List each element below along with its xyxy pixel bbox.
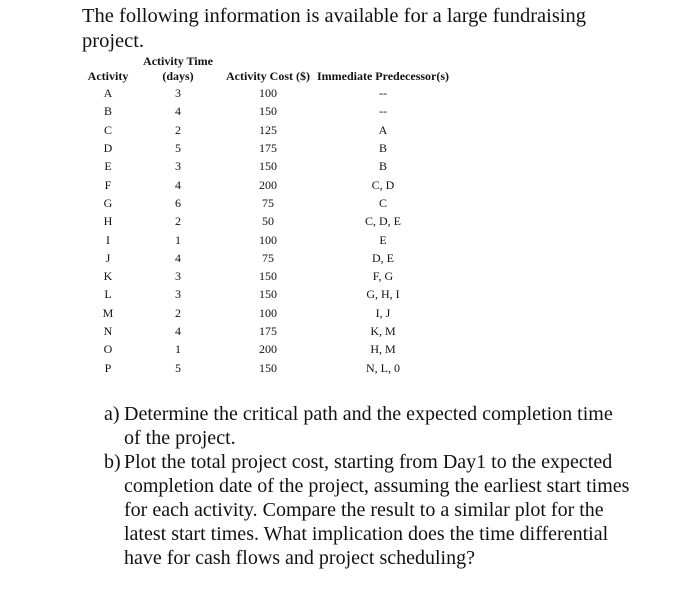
cell-activity-cost: 200 bbox=[259, 177, 277, 192]
question-marker: b) bbox=[104, 451, 121, 473]
activity-table bbox=[80, 50, 450, 377]
cell-activity: E bbox=[104, 159, 112, 174]
cell-activity-cost: 50 bbox=[262, 214, 274, 229]
cell-activity-time: 3 bbox=[175, 269, 181, 284]
question-text: Determine the critical path and the expected completion time of the project. bbox=[124, 403, 613, 449]
table-row bbox=[80, 84, 450, 102]
table-row bbox=[80, 175, 450, 193]
cell-activity-cost: 150 bbox=[259, 104, 277, 119]
cell-immediate-predecessors: K, M bbox=[370, 324, 396, 338]
table-row bbox=[80, 249, 450, 267]
cell-activity: O bbox=[103, 342, 113, 357]
cell-activity-time: 4 bbox=[175, 324, 181, 338]
cell-immediate-predecessors: F, G bbox=[372, 269, 394, 284]
cell-immediate-predecessors: H, M bbox=[370, 342, 396, 357]
cell-activity-time: 2 bbox=[175, 214, 181, 229]
cell-activity-cost: 175 bbox=[259, 141, 277, 156]
cell-activity-time: 4 bbox=[175, 104, 181, 119]
cell-activity: F bbox=[104, 177, 112, 192]
cell-activity: P bbox=[104, 360, 112, 375]
table-header-row bbox=[80, 50, 450, 84]
question-item bbox=[104, 450, 634, 570]
question-item bbox=[104, 402, 634, 450]
table-row bbox=[80, 230, 450, 248]
table-row bbox=[80, 157, 450, 175]
cell-immediate-predecessors: N, L, 0 bbox=[366, 360, 400, 375]
table-row bbox=[80, 322, 450, 340]
cell-immediate-predecessors: C, D, E bbox=[365, 214, 401, 229]
cell-activity: D bbox=[103, 141, 113, 156]
cell-activity: B bbox=[103, 104, 112, 119]
cell-activity: C bbox=[103, 122, 112, 137]
header-activity-time: Activity Time (days) bbox=[143, 54, 213, 83]
cell-activity-cost: 150 bbox=[259, 360, 277, 375]
cell-activity-time: 5 bbox=[175, 141, 181, 156]
cell-activity-cost: 125 bbox=[259, 122, 277, 137]
cell-activity-time: 3 bbox=[175, 287, 181, 302]
header-immediate-predecessors: Immediate Predecessor(s) bbox=[316, 69, 450, 83]
table-row bbox=[80, 121, 450, 139]
cell-immediate-predecessors: A bbox=[378, 122, 388, 137]
cell-activity: J bbox=[105, 250, 111, 265]
cell-activity-time: 2 bbox=[175, 122, 181, 137]
header-activity: Activity bbox=[87, 69, 129, 83]
cell-activity-cost: 200 bbox=[259, 342, 277, 357]
table-row bbox=[80, 267, 450, 285]
table-row bbox=[80, 304, 450, 322]
cell-immediate-predecessors: E bbox=[379, 232, 387, 247]
question-text: Plot the total project cost, starting from Day1 to the expected completion date of the project, assuming the earliest start times for each activity. Compare the result to a similar plot for the latest start times. What implication does the time differential have for cash flows and project scheduling? bbox=[124, 451, 630, 569]
cell-immediate-predecessors: -- bbox=[379, 86, 387, 101]
cell-activity: G bbox=[103, 195, 113, 210]
cell-activity-cost: 150 bbox=[259, 287, 277, 302]
cell-activity-cost: 100 bbox=[259, 305, 277, 320]
cell-activity-cost: 100 bbox=[259, 86, 277, 101]
table-row bbox=[80, 340, 450, 358]
cell-activity-time: 4 bbox=[175, 250, 181, 265]
cell-activity-cost: 75 bbox=[262, 250, 274, 265]
cell-immediate-predecessors: I, J bbox=[375, 305, 391, 320]
cell-activity-time: 4 bbox=[175, 177, 181, 192]
cell-activity-time: 1 bbox=[175, 342, 181, 357]
table-row bbox=[80, 358, 450, 376]
cell-immediate-predecessors: -- bbox=[379, 104, 387, 119]
table-row bbox=[80, 285, 450, 303]
cell-activity-time: 2 bbox=[175, 305, 181, 320]
cell-immediate-predecessors: D, E bbox=[372, 250, 394, 265]
cell-immediate-predecessors: B bbox=[378, 159, 387, 174]
cell-activity: M bbox=[102, 305, 114, 320]
intro-paragraph: The following information is available for a large fundraising project. bbox=[82, 5, 587, 52]
table-row bbox=[80, 212, 450, 230]
cell-activity: I bbox=[106, 232, 110, 247]
cell-activity-time: 3 bbox=[175, 159, 181, 174]
table-row bbox=[80, 139, 450, 157]
cell-immediate-predecessors: G, H, I bbox=[366, 287, 400, 302]
header-activity-cost: Activity Cost ($) bbox=[226, 69, 310, 83]
cell-activity-cost: 175 bbox=[259, 324, 277, 338]
question-marker: a) bbox=[104, 403, 120, 425]
table-row bbox=[80, 102, 450, 120]
cell-activity-cost: 100 bbox=[259, 232, 277, 247]
questions-list bbox=[104, 402, 634, 570]
table-body bbox=[80, 84, 450, 377]
cell-activity: L bbox=[104, 287, 112, 302]
cell-activity-cost: 150 bbox=[259, 269, 277, 284]
cell-immediate-predecessors: C, D bbox=[371, 177, 395, 192]
cell-activity-time: 1 bbox=[175, 232, 181, 247]
cell-immediate-predecessors: C bbox=[378, 195, 387, 210]
cell-activity-time: 6 bbox=[175, 195, 181, 210]
cell-activity: A bbox=[103, 86, 113, 101]
cell-activity-cost: 150 bbox=[259, 159, 277, 174]
cell-activity: K bbox=[103, 269, 113, 284]
table-row bbox=[80, 194, 450, 212]
cell-activity-cost: 75 bbox=[262, 195, 274, 210]
cell-activity-time: 3 bbox=[175, 86, 181, 101]
cell-activity-time: 5 bbox=[175, 360, 181, 375]
cell-activity: H bbox=[103, 214, 113, 229]
cell-activity: N bbox=[103, 324, 113, 338]
cell-immediate-predecessors: B bbox=[378, 141, 387, 156]
